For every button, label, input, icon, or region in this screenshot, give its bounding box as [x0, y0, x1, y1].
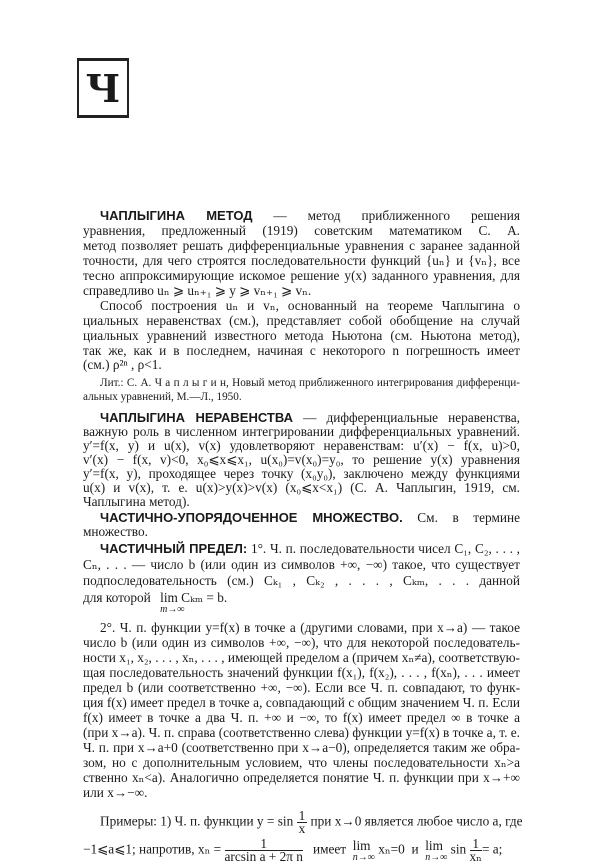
example-line-2: [83, 838, 502, 863]
example-text: Примеры: 1) Ч. п. функции y = sin: [100, 813, 294, 829]
limit-intro: для которой: [83, 590, 151, 605]
text-line: так же, как и в последнем, начиная с некоторого n погрешность имеет: [83, 343, 520, 358]
text-line: y′=f(x, y) и u(x), v(x) удовлетворяют неравенствам: u′(x) − f(x, u)>0,: [83, 438, 520, 453]
section-letter: Ч: [85, 65, 121, 111]
text-line: Чаплыгина метод).: [83, 494, 190, 509]
text-line: u(x) и v(x), т. е. u(x)>y(x)>v(x) (x₀⩽x<x₁) (С. А. Чаплыгин, 1919, см.: [83, 480, 520, 495]
text-line: число b (или один из символов +∞, −∞), что для некоторой последователь-: [83, 635, 520, 650]
fraction: [470, 838, 482, 863]
text-line: подпоследовательность (см.) Cₖ₁ , Cₖ₂ , . . . , Cₖₘ, . . . данной: [83, 573, 520, 588]
text-line: зом, но с дополнительным условием, что члены последовательности xₙ>a: [83, 755, 520, 770]
text-line: [100, 410, 520, 425]
example-line-1: [100, 810, 523, 835]
example-text: имеет: [312, 841, 347, 857]
text-line: множество.: [83, 524, 148, 539]
text-line: точности, для чего строятся последовательности функций {uₙ} и {vₙ}, все: [83, 253, 520, 268]
entry-text: 1°. Ч. п. последовательности чисел C₁, C₂, . . . ,: [247, 541, 520, 556]
text-line: (см.) ρ²ⁿ , ρ<1.: [83, 357, 162, 372]
text-line: Cₙ, . . . — число b (или один из символов +∞, −∞) такое, что существует: [83, 557, 520, 572]
text-line: уравнения, предложенный (1919) советским математиком С. А.: [83, 223, 520, 238]
lim-subscript: m→∞: [160, 604, 185, 615]
text-line: [100, 510, 520, 525]
literature-line: Лит.: С. А. Ч а п л ы г и н, Новый метод приближенного интегрирования дифференци-: [100, 377, 520, 389]
text-line: ности x₁, x₂, . . . , xₙ, . . . , имеющей пределом a (причем xₙ≠a), соответствую-: [83, 650, 520, 665]
text-line: f(x) имеет в точке a два Ч. п. +∞ и −∞, то f(x) имеет предел ∞ в точке a: [83, 710, 520, 725]
text-line: [100, 541, 520, 556]
numerator: 1: [470, 838, 482, 851]
text-line: Ч. п. при x→a+0 (соответственно при x→a−0), определяется таким же обра-: [83, 740, 520, 755]
text-line: или x→−∞.: [83, 785, 148, 800]
entry-term: ЧАПЛЫГИНА МЕТОД: [100, 208, 253, 223]
text-line: 2°. Ч. п. функции y=f(x) в точке a (другими словами, при x→a) — такое: [100, 620, 520, 635]
entry-term: ЧАСТИЧНО-УПОРЯДОЧЕННОЕ МНОЖЕСТВО.: [100, 510, 403, 525]
example-text: и: [411, 841, 419, 857]
limit-formula: [83, 590, 227, 615]
entry-term: ЧАСТИЧНЫЙ ПРЕДЕЛ:: [100, 541, 248, 556]
limit-expression: sin: [447, 841, 467, 857]
fraction: [297, 810, 308, 835]
text-line: тесно аппроксимирующие искомое решение y(x) заданного уравнения, для: [83, 268, 520, 283]
numerator: 1: [298, 808, 306, 823]
text-line: v′(x) − f(x, v)<0, x₀⩽x⩽x₁, u(x₀)=v(x₀)=y₀, то решение y(x) уравнения: [83, 452, 520, 467]
lim-subscript: n→∞: [352, 852, 375, 863]
limit-expression: lim Cₖₘ = b.: [160, 590, 228, 605]
example-text: при x→0 является любое число a, где: [310, 813, 523, 829]
example-text: −1⩽a⩽1; напротив, xₙ =: [83, 841, 222, 857]
text-line: справедливо uₙ ⩾ uₙ₊₁ ⩾ y ⩾ vₙ₊₁ ⩾ vₙ.: [83, 283, 312, 298]
text-line: важную роль в численном интегрировании дифференциальных уравнений.: [83, 424, 520, 439]
section-letter-box: [77, 58, 129, 118]
entry-text: — дифференциальные неравенства,: [303, 410, 520, 425]
text-line: циальных уравнений известного метода Ньютона (см. Ньютона метод),: [83, 328, 520, 343]
text-line: Способ построения uₙ и vₙ, основанный на теореме Чаплыгина о: [100, 298, 520, 313]
text-line: метод позволяет решать дифференциальные уравнения с заранее заданной: [83, 238, 520, 253]
text-line: (при x→a). Ч. п. справа (соответственно слева) функции y=f(x) в точке a, т. е.: [83, 725, 520, 740]
text-line: ственно xₙ<a). Аналогично определяется понятие Ч. п. функции при x→+∞: [83, 770, 520, 785]
lim-operator: lim: [425, 838, 443, 853]
text-line: щая последовательность значений функции f(x₁), f(x₂), . . . , f(xₙ), . . . имеет: [83, 665, 520, 680]
lim-operator: lim: [352, 838, 371, 853]
entry-term: ЧАПЛЫГИНА НЕРАВЕНСТВА: [100, 410, 293, 425]
text-line: ция f(x) имеет предел в точке a, совпадающий с общим значением Ч. п. Если: [83, 695, 520, 710]
denominator: arcsin a + 2π n: [224, 849, 303, 864]
entry-text: — метод приближенного решения: [273, 208, 520, 223]
text-line: y′=f(x, y), проходящее через точку (x₀y₀), заключено между функциями: [83, 466, 520, 481]
numerator: 1: [225, 838, 303, 851]
lim-subscript: n→∞: [425, 852, 448, 863]
limit-expression: xₙ=0: [374, 841, 405, 857]
fraction: [225, 838, 303, 863]
denominator: x: [298, 821, 306, 836]
text-line: предел b (или соответственно +∞, −∞). Если все Ч. п. совпадают, то функ-: [83, 680, 520, 695]
entry-text: См. в термине: [417, 510, 520, 525]
example-text: = a;: [481, 841, 503, 857]
text-line: [100, 208, 520, 223]
denominator: xₙ: [469, 849, 482, 864]
literature-line: альных уравнений, М.—Л., 1950.: [83, 391, 242, 403]
text-line: циальных неравенствах (см.), представляет собой обобщение на случай: [83, 313, 520, 328]
